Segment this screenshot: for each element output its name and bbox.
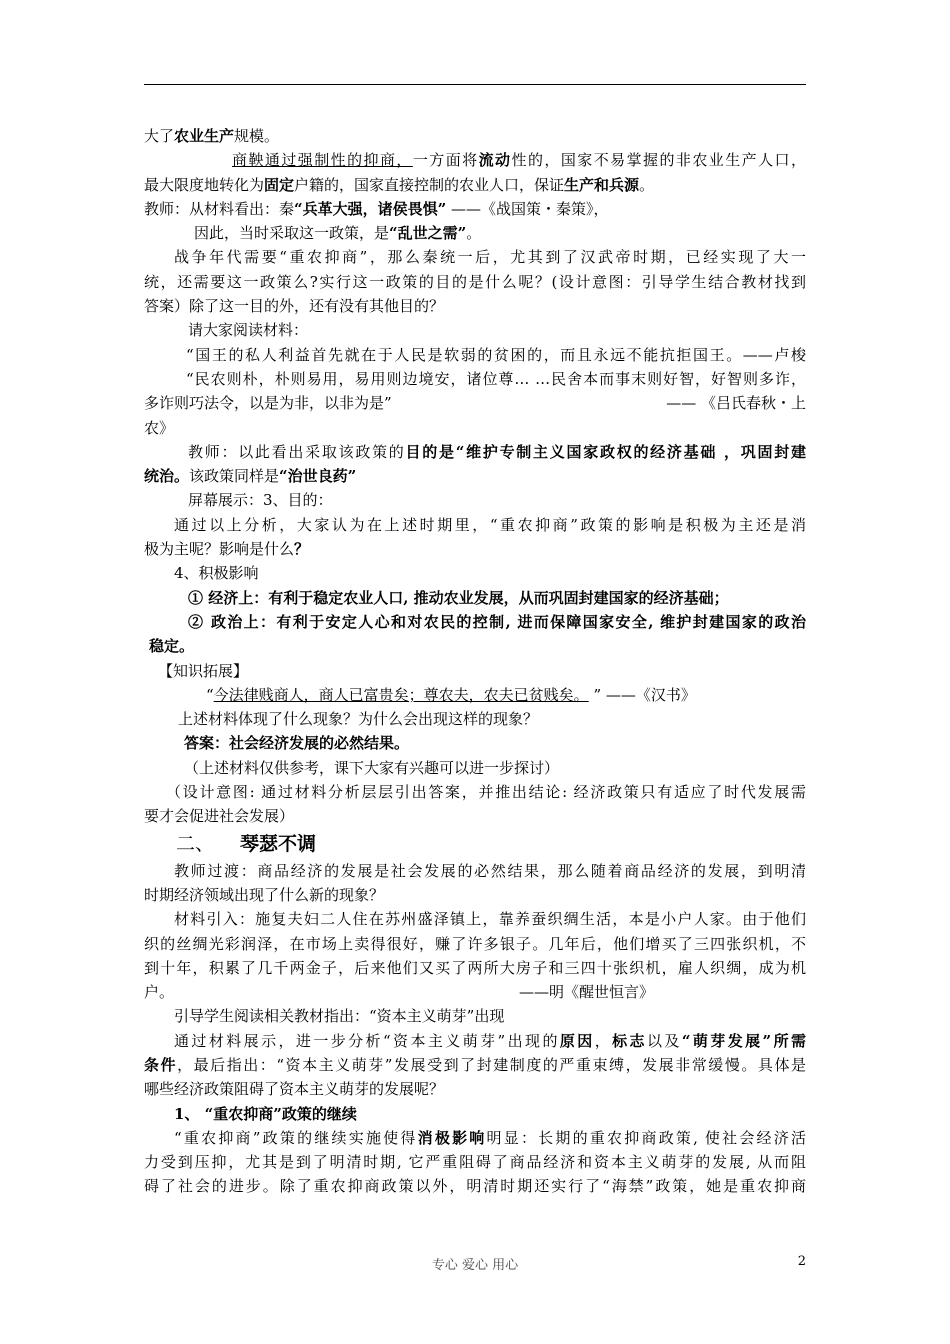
footer-text: 专心 爱心 用心 xyxy=(431,1258,519,1273)
paragraph-line: 户。 ——明《醒世恒言》 xyxy=(144,983,655,1002)
document-body xyxy=(144,124,806,1199)
paragraph-line: 碍了社会的进步。除了重农抑商政策以外，明清时期还实行了“海禁”政策，她是重农抑商 xyxy=(144,1177,806,1196)
quote-line: “今法律贱商人，商人已富贵矣；尊农夫，农夫已贫贱矣。 ” ——《汉书》 xyxy=(206,685,696,704)
section-label: 4、积极影响 xyxy=(174,564,259,583)
paragraph-line: 教师：以此看出采取该政策的目的是“维护专制主义国家政权的经济基础 ，巩固封建 xyxy=(188,442,806,461)
paragraph-line: 屏幕展示：3、目的： xyxy=(188,491,333,510)
list-item: 稳定。 xyxy=(149,637,195,656)
paragraph-line: 大了农业生产规模。 xyxy=(144,127,280,145)
subsection-heading: 1、 “重农抑商”政策的继续 xyxy=(174,1104,357,1123)
paragraph-line: 哪些经济政策阻碍了资本主义萌芽的发展呢？ xyxy=(144,1080,445,1099)
paragraph-line: 通过材料展示，进一步分析“资本主义萌芽”出现的原因，标志以及“萌芽发展”所需 xyxy=(174,1031,806,1050)
section-heading: 二、 琴瑟不调 xyxy=(176,832,317,855)
quote-line: “国王的私人利益首先就在于人民是软弱的贫困的，而且永远不能抗拒国王。——卢梭 xyxy=(186,345,806,364)
paragraph-line: 引导学生阅读相关教材指出：“资本主义萌芽”出现 xyxy=(174,1007,505,1026)
paragraph-line: 请大家阅读材料： xyxy=(188,321,309,340)
paragraph-line: 教师：从材料看出：秦“兵革大强，诸侯畏惧” ——《战国策・秦策》， xyxy=(144,199,609,218)
paragraph-line: 商鞅通过强制性的抑商，一方面将流动性的，国家不易掌握的非农业生产人口， xyxy=(232,151,806,170)
section-label: 【知识拓展】 xyxy=(158,661,249,680)
page-number: 2 xyxy=(797,1254,806,1269)
paragraph-line: 织的丝绸光彩润泽，在市场上卖得很好，赚了许多银子。几年后，他们增买了三四张织机，不 xyxy=(144,934,806,953)
paragraph-line: 统治。该政策同样是“治世良药” xyxy=(144,467,357,486)
answer-line: 答案：社会经济发展的必然结果。 xyxy=(184,734,410,753)
paragraph-line: 条件，最后指出：“资本主义萌芽”发展受到了封建制度的严重束缚，发展非常缓慢。具体是 xyxy=(144,1055,806,1074)
paragraph-line: 战争年代需要“重农抑商”，那么秦统一后，尤其到了汉武帝时期，已经实现了大一 xyxy=(174,248,806,267)
paragraph-line: 上述材料体现了什么现象？为什么会出现这样的现象？ xyxy=(178,710,539,729)
paragraph-line: 要才会促进社会发展） xyxy=(144,807,295,826)
list-item: ① 经济上：有利于稳定农业人口, 推动农业发展，从而巩固封建国家的经济基础； xyxy=(188,588,729,607)
paragraph-line: 到十年，积累了几千两金子，后来他们又买了两所大房子和三四十张织机，雇人织绸，成为机 xyxy=(144,958,806,977)
paragraph-line: 最大限度地转化为固定户籍的，国家直接控制的农业人口，保证生产和兵源。 xyxy=(144,175,655,194)
paragraph-line: 统，还需要这一政策么?实行这一政策的目的是什么呢？(设计意图：引导学生结合教材找到 xyxy=(144,272,806,291)
paragraph-line: 因此，当时采取这一政策，是“乱世之需”。 xyxy=(194,224,482,243)
quote-line: 农》 xyxy=(144,418,175,437)
paragraph-line: 材料引入：施复夫妇二人住在苏州盛泽镇上，靠养蚕织绸生活，本是小户人家。由于他们 xyxy=(174,910,806,929)
quote-line: 多诈则巧法令，以是为非，以非为是” —— 《吕氏春秋・上 xyxy=(144,394,806,413)
paragraph-line: （设计意图: 通过材料分析层层引出答案，并推出结论: 经济政策只有适应了时代发展需 xyxy=(166,783,806,802)
paragraph-line: “重农抑商”政策的继续实施使得消极影响明显：长期的重农抑商政策, 使社会经济活 xyxy=(174,1128,806,1147)
paragraph-line: 答案）除了这一目的外，还有没有其他目的？ xyxy=(144,297,445,316)
paragraph-line: 极为主呢？影响是什么？ xyxy=(144,540,310,559)
paragraph-line: （上述材料仅供参考，课下大家有兴趣可以进一步探讨） xyxy=(184,758,560,777)
paragraph-line: 时期经济领域出现了什么新的现象？ xyxy=(144,885,385,904)
list-item: ② 政治上：有利于安定人心和对农民的控制, 进而保障国家安全, 维护封建国家的政治 xyxy=(188,612,806,631)
paragraph-line: 力受到压抑，尤其是到了明清时期, 它严重阻碍了商品经济和资本主义萌芽的发展, 从而阻 xyxy=(144,1153,806,1172)
quote-line: “民农则朴，朴则易用，易用则边境安，诸位尊… …民舍本而事末则好智，好智则多诈， xyxy=(186,369,806,388)
paragraph-line: 通过以上分析，大家认为在上述时期里，“重农抑商”政策的影响是积极为主还是消 xyxy=(174,515,806,534)
header-rule xyxy=(144,84,806,85)
paragraph-line: 教师过渡：商品经济的发展是社会发展的必然结果，那么随着商品经济的发展，到明清 xyxy=(174,861,806,880)
